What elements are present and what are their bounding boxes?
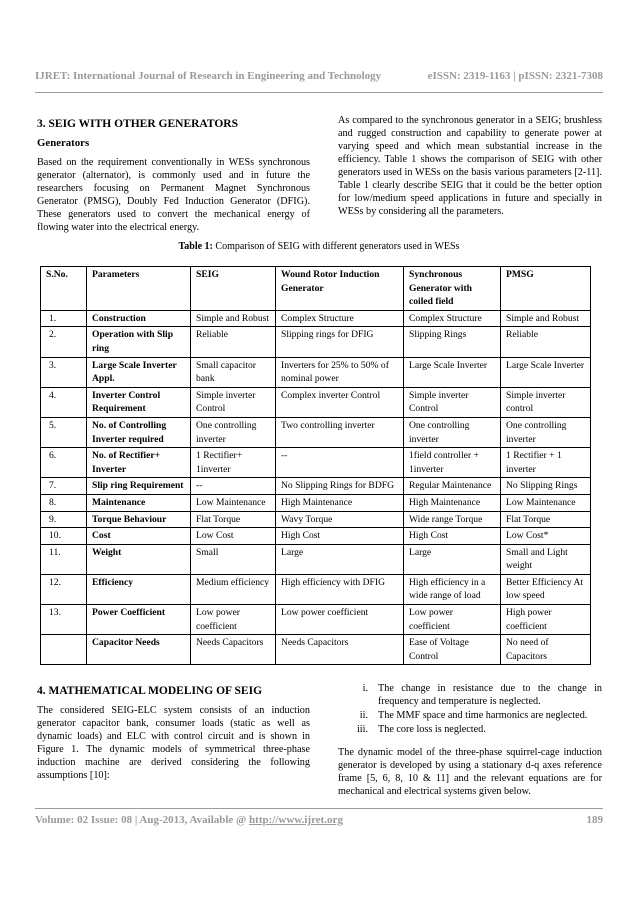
issn: eISSN: 2319-1163 | pISSN: 2321-7308 xyxy=(427,70,603,82)
cell-wrig: -- xyxy=(276,448,404,478)
table-row xyxy=(41,635,591,665)
list-item-number: i. xyxy=(362,683,368,694)
list-item-number: iii. xyxy=(356,724,368,735)
table-row xyxy=(41,574,591,604)
cell-synchronous: 1field controller + 1inverter xyxy=(404,448,501,478)
cell-seig: Flat Torque xyxy=(191,511,276,528)
cell-wrig: Inverters for 25% to 50% of nominal power xyxy=(276,357,404,387)
cell-pmsg: Reliable xyxy=(501,327,591,357)
cell-synchronous: Low power coefficient xyxy=(404,605,501,635)
cell-sno: 6. xyxy=(41,448,87,478)
cell-sno: 12. xyxy=(41,574,87,604)
cell-parameter: Power Coefficient xyxy=(87,605,191,635)
cell-pmsg: Simple inverter control xyxy=(501,387,591,417)
cell-parameter: Operation with Slip ring xyxy=(87,327,191,357)
cell-pmsg: No need of Capacitors xyxy=(501,635,591,665)
cell-parameter: Torque Behaviour xyxy=(87,511,191,528)
cell-synchronous: One controlling inverter xyxy=(404,417,501,447)
cell-synchronous: Regular Maintenance xyxy=(404,478,501,495)
footer-link[interactable]: http://www.ijret.org xyxy=(249,814,343,826)
cell-pmsg: Small and Light weight xyxy=(501,544,591,574)
table-caption-label: Table 1: xyxy=(178,241,213,252)
cell-sno: 13. xyxy=(41,605,87,635)
header-synchronous: Synchronous Generator with coiled field xyxy=(404,267,501,311)
cell-wrig: High Maintenance xyxy=(276,494,404,511)
header-parameters: Parameters xyxy=(87,267,191,311)
cell-wrig: High efficiency with DFIG xyxy=(276,574,404,604)
cell-pmsg: No Slipping Rings xyxy=(501,478,591,495)
cell-seig: Small capacitor bank xyxy=(191,357,276,387)
section4-title: 4. MATHEMATICAL MODELING OF SEIG xyxy=(37,685,263,697)
page-footer xyxy=(35,814,603,826)
cell-parameter: Capacitor Needs xyxy=(87,635,191,665)
cell-pmsg: Simple and Robust xyxy=(501,310,591,327)
list-item-text: The change in resistance due to the change in frequency and temperature is neglected. xyxy=(378,683,602,707)
cell-pmsg: Large Scale Inverter xyxy=(501,357,591,387)
cell-wrig: Two controlling inverter xyxy=(276,417,404,447)
section4-right-paragraph: The dynamic model of the three-phase squirrel-cage induction generator is developed by using a stationary d-q axes reference frame [5, 6, 8, 10 & 11] and the relevant equations are for mechanical and electrical systems given below. xyxy=(338,747,602,797)
footer-volume-group xyxy=(35,814,343,826)
cell-synchronous: High Cost xyxy=(404,528,501,545)
cell-wrig: Wavy Torque xyxy=(276,511,404,528)
table-header-row xyxy=(41,267,591,311)
header-divider xyxy=(35,92,603,93)
section3-right-paragraph: As compared to the synchronous generator in a SEIG; brushless and rugged construction and capability to generate power at varying speed and which mean substantial increase in the efficiency. Table 1 shows the comparison of SEIG with other generators used in WESs on the basis various parameters [2-11]. Table 1 clearly describe SEIG that it could be the better option for low/medium speed applications in future and specially in WESs by considering all the parameters. xyxy=(338,115,602,217)
cell-sno: 8. xyxy=(41,494,87,511)
table-row xyxy=(41,605,591,635)
section3-left xyxy=(37,118,310,234)
cell-synchronous: Simple inverter Control xyxy=(404,387,501,417)
cell-seig: 1 Rectifier+ 1inverter xyxy=(191,448,276,478)
table-row xyxy=(41,544,591,574)
cell-parameter: Maintenance xyxy=(87,494,191,511)
cell-seig: One controlling inverter xyxy=(191,417,276,447)
cell-sno xyxy=(41,635,87,665)
cell-sno: 1. xyxy=(41,310,87,327)
header-seig: SEIG xyxy=(191,267,276,311)
cell-pmsg: High power coefficient xyxy=(501,605,591,635)
table-row xyxy=(41,310,591,327)
section4-left-paragraph: The considered SEIG-ELC system consists of an induction generator capacitor bank, consumer loads (static as well as dynamic loads) and ELC with control circuit and is shown in Figure 1. The dynamic models of symmetrical three-phase induction machine are derived considering the following assumptions [10]: xyxy=(37,705,310,781)
table-row xyxy=(41,417,591,447)
cell-seig: Simple inverter Control xyxy=(191,387,276,417)
cell-wrig: Complex Structure xyxy=(276,310,404,327)
header-pmsg: PMSG xyxy=(501,267,591,311)
table-row xyxy=(41,511,591,528)
page-number: 189 xyxy=(586,814,603,826)
cell-sno: 4. xyxy=(41,387,87,417)
assumptions-list xyxy=(338,682,602,736)
cell-wrig: Complex inverter Control xyxy=(276,387,404,417)
cell-parameter: Slip ring Requirement xyxy=(87,478,191,495)
cell-pmsg: Better Efficiency At low speed xyxy=(501,574,591,604)
cell-parameter: Inverter Control Requirement xyxy=(87,387,191,417)
header-wrig: Wound Rotor Induction Generator xyxy=(276,267,404,311)
list-item-number: ii. xyxy=(359,710,368,721)
cell-wrig: No Slipping Rings for BDFG xyxy=(276,478,404,495)
cell-sno: 10. xyxy=(41,528,87,545)
section3-title: 3. SEIG WITH OTHER GENERATORS xyxy=(37,118,238,130)
section4-left xyxy=(37,685,310,782)
section3-right xyxy=(338,114,602,218)
cell-parameter: Large Scale Inverter Appl. xyxy=(87,357,191,387)
cell-seig: Simple and Robust xyxy=(191,310,276,327)
cell-seig: Small xyxy=(191,544,276,574)
cell-seig: Low Maintenance xyxy=(191,494,276,511)
cell-parameter: No. of Controlling Inverter required xyxy=(87,417,191,447)
cell-sno: 7. xyxy=(41,478,87,495)
cell-sno: 5. xyxy=(41,417,87,447)
section4-right xyxy=(338,682,602,798)
cell-seig: Low power coefficient xyxy=(191,605,276,635)
cell-sno: 3. xyxy=(41,357,87,387)
footer-divider xyxy=(35,808,603,809)
list-item-text: The core loss is neglected. xyxy=(378,724,486,735)
cell-seig: Medium efficiency xyxy=(191,574,276,604)
cell-synchronous: High Maintenance xyxy=(404,494,501,511)
cell-sno: 11. xyxy=(41,544,87,574)
cell-seig: Low Cost xyxy=(191,528,276,545)
cell-parameter: Construction xyxy=(87,310,191,327)
cell-pmsg: Low Maintenance xyxy=(501,494,591,511)
cell-wrig: Large xyxy=(276,544,404,574)
journal-title: IJRET: International Journal of Research in Engineering and Technology xyxy=(35,70,382,82)
cell-pmsg: Flat Torque xyxy=(501,511,591,528)
cell-wrig: Low power coefficient xyxy=(276,605,404,635)
cell-synchronous: High efficiency in a wide range of load xyxy=(404,574,501,604)
comparison-table xyxy=(40,266,591,665)
list-item xyxy=(338,723,602,736)
table-row xyxy=(41,327,591,357)
cell-pmsg: One controlling inverter xyxy=(501,417,591,447)
table-row xyxy=(41,494,591,511)
cell-sno: 9. xyxy=(41,511,87,528)
table-row xyxy=(41,478,591,495)
list-item-text: The MMF space and time harmonics are neglected. xyxy=(378,710,588,721)
table-row xyxy=(41,387,591,417)
table-row xyxy=(41,357,591,387)
list-item xyxy=(338,709,602,722)
cell-seig: -- xyxy=(191,478,276,495)
cell-pmsg: Low Cost* xyxy=(501,528,591,545)
cell-synchronous: Complex Structure xyxy=(404,310,501,327)
cell-sno: 2. xyxy=(41,327,87,357)
cell-parameter: Cost xyxy=(87,528,191,545)
section3-left-paragraph: Based on the requirement conventionally in WESs synchronous generator (alternator), is commonly used and in future the researchers focusing on Permanent Magnet Synchronous Generator (PMSG), Doubly Fed Induction Generator (DFIG). These generators used to convert the mechanical energy of flowing water into the electrical energy. xyxy=(37,157,310,233)
table-row xyxy=(41,448,591,478)
cell-wrig: High Cost xyxy=(276,528,404,545)
footer-volume: Volume: 02 Issue: 08 | Aug-2013, Available @ xyxy=(35,814,247,826)
section3-subtitle: Generators xyxy=(37,137,90,149)
cell-seig: Reliable xyxy=(191,327,276,357)
cell-synchronous: Large xyxy=(404,544,501,574)
cell-parameter: Weight xyxy=(87,544,191,574)
cell-synchronous: Large Scale Inverter xyxy=(404,357,501,387)
page-header xyxy=(35,70,603,82)
table-caption-text: Comparison of SEIG with different generators used in WESs xyxy=(215,241,460,252)
cell-synchronous: Ease of Voltage Control xyxy=(404,635,501,665)
cell-seig: Needs Capacitors xyxy=(191,635,276,665)
cell-synchronous: Wide range Torque xyxy=(404,511,501,528)
cell-parameter: Efficiency xyxy=(87,574,191,604)
cell-wrig: Needs Capacitors xyxy=(276,635,404,665)
cell-parameter: No. of Rectifier+ Inverter xyxy=(87,448,191,478)
list-item xyxy=(338,682,602,708)
table-caption xyxy=(0,241,638,252)
cell-pmsg: 1 Rectifier + 1 inverter xyxy=(501,448,591,478)
header-sno: S.No. xyxy=(41,267,87,311)
table-row xyxy=(41,528,591,545)
cell-wrig: Slipping rings for DFIG xyxy=(276,327,404,357)
cell-synchronous: Slipping Rings xyxy=(404,327,501,357)
